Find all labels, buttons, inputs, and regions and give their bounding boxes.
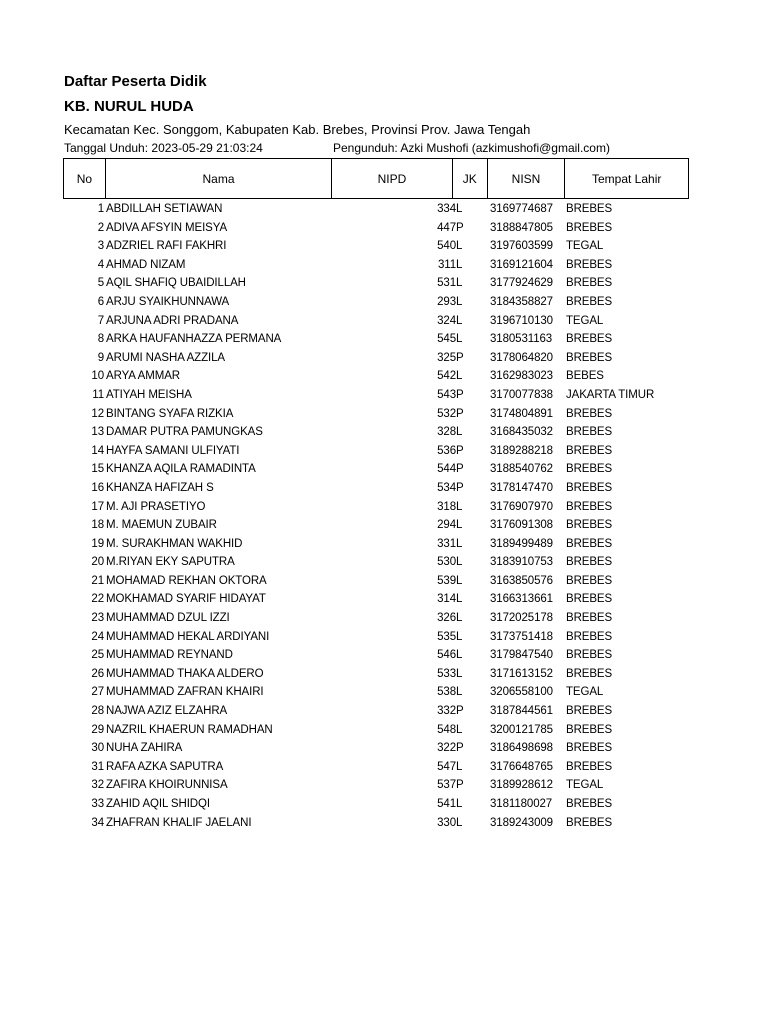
table-row (0, 795, 768, 814)
student-birthplace: BREBES (566, 500, 613, 513)
student-name: M. MAEMUN ZUBAIR (106, 519, 217, 532)
student-gender: L (456, 370, 463, 383)
student-birthplace: BREBES (566, 351, 613, 364)
row-number: 14 (91, 444, 104, 457)
student-nisn: 3162983023 (490, 370, 553, 383)
table-row (0, 572, 768, 591)
student-birthplace: BREBES (566, 221, 613, 234)
table-row (0, 628, 768, 647)
row-number: 19 (91, 537, 104, 550)
student-name: MUHAMMAD HEKAL ARDIYANI (106, 630, 270, 643)
table-row (0, 776, 768, 795)
student-nisn: 3166313661 (490, 593, 553, 606)
row-number: 8 (97, 333, 104, 346)
student-birthplace: BREBES (566, 705, 613, 718)
student-birthplace: BREBES (566, 481, 613, 494)
student-nipd: 294 (437, 519, 456, 532)
row-number: 20 (91, 556, 104, 569)
student-birthplace: TEGAL (566, 779, 604, 792)
student-birthplace: BREBES (566, 593, 613, 606)
student-nisn: 3171613152 (490, 667, 553, 680)
downloader-info: Pengunduh: Azki Mushofi (azkimushofi@gmail.com) (333, 141, 610, 155)
student-gender: L (456, 277, 463, 290)
student-nipd: 331 (437, 537, 456, 550)
student-name: MUHAMMAD REYNAND (106, 649, 233, 662)
student-nisn: 3189243009 (490, 816, 553, 829)
table-row (0, 423, 768, 442)
table-row (0, 646, 768, 665)
student-birthplace: JAKARTA TIMUR (566, 388, 655, 401)
student-nipd: 543 (437, 388, 456, 401)
table-row (0, 274, 768, 293)
table-row (0, 237, 768, 256)
student-name: HAYFA SAMANI ULFIYATI (106, 444, 240, 457)
student-nisn: 3178064820 (490, 351, 553, 364)
student-name: ZHAFRAN KHALIF JAELANI (106, 816, 252, 829)
student-name: RAFA AZKA SAPUTRA (106, 760, 224, 773)
student-gender: L (456, 500, 463, 513)
student-nipd: 531 (437, 277, 456, 290)
student-gender: L (456, 723, 463, 736)
student-gender: P (456, 481, 464, 494)
row-number: 10 (91, 370, 104, 383)
student-nisn: 3181180027 (490, 798, 553, 810)
student-nisn: 3189288218 (490, 444, 553, 457)
student-name: MUHAMMAD DZUL IZZI (106, 612, 230, 625)
student-nipd: 548 (437, 723, 456, 736)
student-birthplace: BREBES (566, 574, 613, 587)
student-gender: P (456, 463, 464, 476)
document-title: Daftar Peserta Didik (64, 73, 207, 90)
student-nipd: 535 (437, 630, 456, 643)
student-birthplace: BREBES (566, 444, 613, 457)
student-name: MOHAMAD REKHAN OKTORA (106, 574, 267, 587)
student-gender: L (456, 612, 463, 625)
student-nipd: 539 (437, 574, 456, 587)
row-number: 9 (97, 351, 104, 364)
student-gender: L (456, 649, 463, 662)
column-header-no: No (64, 159, 106, 198)
student-birthplace: BREBES (566, 203, 613, 215)
student-nisn: 3172025178 (490, 612, 553, 625)
student-nipd: 330 (437, 816, 456, 829)
student-name: BINTANG SYAFA RIZKIA (106, 407, 234, 420)
student-nisn: 3170077838 (490, 388, 553, 401)
student-nisn: 3189928612 (490, 779, 553, 792)
table-row (0, 665, 768, 684)
row-number: 2 (97, 221, 104, 234)
row-number: 27 (91, 686, 104, 699)
student-name: M. SURAKHMAN WAKHID (106, 537, 243, 550)
student-nipd: 537 (437, 779, 456, 792)
student-nisn: 3188540762 (490, 463, 553, 476)
student-gender: L (456, 556, 463, 569)
student-gender: P (456, 407, 464, 420)
student-nisn: 3169121604 (490, 258, 553, 271)
student-name: NUHA ZAHIRA (106, 742, 183, 755)
student-nipd: 538 (437, 686, 456, 699)
row-number: 32 (91, 779, 104, 792)
row-number: 15 (91, 463, 104, 476)
student-nipd: 324 (437, 314, 456, 327)
row-number: 30 (91, 742, 104, 755)
student-gender: P (456, 221, 464, 234)
student-gender: L (456, 333, 463, 346)
table-row (0, 609, 768, 628)
student-birthplace: BREBES (566, 258, 613, 271)
student-birthplace: TEGAL (566, 686, 604, 699)
student-nipd: 447 (437, 221, 456, 234)
student-birthplace: BREBES (566, 667, 613, 680)
student-gender: L (456, 203, 463, 215)
student-nipd: 326 (437, 612, 456, 625)
row-number: 13 (91, 426, 104, 439)
student-nisn: 3180531163 (490, 333, 553, 346)
row-number: 16 (91, 481, 104, 494)
row-number: 7 (97, 314, 104, 327)
row-number: 33 (91, 798, 104, 810)
table-row (0, 219, 768, 238)
student-birthplace: BREBES (566, 295, 613, 308)
row-number: 24 (91, 630, 104, 643)
student-name: ZAFIRA KHOIRUNNISA (106, 779, 228, 792)
table-row (0, 721, 768, 740)
row-number: 31 (91, 760, 104, 773)
table-header (63, 158, 689, 199)
row-number: 26 (91, 667, 104, 680)
student-name: ADIVA AFSYIN MEISYA (106, 221, 228, 234)
student-nipd: 328 (437, 426, 456, 439)
student-birthplace: BREBES (566, 816, 613, 829)
row-number: 5 (97, 277, 104, 290)
student-birthplace: BREBES (566, 556, 613, 569)
student-gender: P (456, 444, 464, 457)
row-number: 21 (91, 574, 104, 587)
student-name: M.RIYAN EKY SAPUTRA (106, 556, 235, 569)
table-row (0, 293, 768, 312)
student-name: ARKA HAUFANHAZZA PERMANA (106, 333, 282, 346)
table-row (0, 683, 768, 702)
student-nipd: 545 (437, 333, 456, 346)
student-name: KHANZA HAFIZAH S (106, 481, 214, 494)
student-birthplace: BREBES (566, 742, 613, 755)
row-number: 29 (91, 723, 104, 736)
student-gender: L (456, 426, 463, 439)
student-nipd: 530 (437, 556, 456, 569)
student-birthplace: BREBES (566, 630, 613, 643)
student-nisn: 3178147470 (490, 481, 553, 494)
student-nisn: 3176907970 (490, 500, 553, 513)
student-nipd: 540 (437, 240, 456, 253)
student-nisn: 3177924629 (490, 277, 553, 290)
student-nisn: 3174804891 (490, 407, 553, 420)
table-row (0, 498, 768, 517)
table-row (0, 479, 768, 498)
column-header-nipd: NIPD (332, 159, 453, 198)
student-nisn: 3200121785 (490, 723, 553, 736)
student-nisn: 3189499489 (490, 537, 553, 550)
student-birthplace: BREBES (566, 760, 613, 773)
student-birthplace: TEGAL (566, 314, 604, 327)
student-name: ATIYAH MEISHA (106, 388, 192, 401)
student-gender: P (456, 705, 464, 718)
student-nipd: 544 (437, 463, 456, 476)
student-nipd: 536 (437, 444, 456, 457)
student-name: DAMAR PUTRA PAMUNGKAS (106, 426, 263, 439)
student-gender: P (456, 388, 464, 401)
student-nisn: 3176648765 (490, 760, 553, 773)
row-number: 3 (97, 240, 104, 253)
student-nisn: 3188847805 (490, 221, 553, 234)
row-number: 1 (97, 203, 104, 215)
table-row (0, 442, 768, 461)
student-nipd: 546 (437, 649, 456, 662)
student-birthplace: BREBES (566, 463, 613, 476)
student-birthplace: BREBES (566, 277, 613, 290)
student-name: ABDILLAH SETIAWAN (106, 203, 223, 215)
row-number: 25 (91, 649, 104, 662)
location-line: Kecamatan Kec. Songgom, Kabupaten Kab. Brebes, Provinsi Prov. Jawa Tengah (64, 122, 531, 137)
student-name: ADZRIEL RAFI FAKHRI (106, 240, 227, 253)
student-name: ARUMI NASHA AZZILA (106, 351, 225, 364)
student-nipd: 325 (437, 351, 456, 364)
table-row (0, 386, 768, 405)
row-number: 4 (97, 258, 104, 271)
student-nisn: 3173751418 (490, 630, 553, 643)
student-gender: P (456, 779, 464, 792)
column-header-tempat-lahir: Tempat Lahir (592, 171, 662, 186)
student-nipd: 334 (437, 203, 456, 215)
table-row (0, 349, 768, 368)
row-number: 34 (91, 816, 104, 829)
student-nisn: 3206558100 (490, 686, 553, 699)
student-nisn: 3184358827 (490, 295, 553, 308)
student-name: NAZRIL KHAERUN RAMADHAN (106, 723, 273, 736)
student-birthplace: BREBES (566, 723, 613, 736)
student-birthplace: BREBES (566, 519, 613, 532)
student-nipd: 533 (437, 667, 456, 680)
student-nipd: 534 (437, 481, 456, 494)
student-nipd: 318 (437, 500, 456, 513)
table-row (0, 367, 768, 386)
row-number: 17 (91, 500, 104, 513)
student-nipd: 314 (437, 593, 456, 606)
table-row (0, 814, 768, 833)
student-birthplace: BREBES (566, 537, 613, 550)
student-nisn: 3187844561 (490, 705, 553, 718)
row-number: 11 (92, 388, 104, 401)
student-name: ARYA AMMAR (106, 370, 180, 383)
student-name: MUHAMMAD ZAFRAN KHAIRI (106, 686, 264, 699)
table-row (0, 553, 768, 572)
student-nipd: 532 (437, 407, 456, 420)
student-gender: L (456, 686, 463, 699)
student-nisn: 3176091308 (490, 519, 553, 532)
student-name: AQIL SHAFIQ UBAIDILLAH (106, 277, 246, 290)
student-gender: P (456, 742, 464, 755)
student-birthplace: BREBES (566, 612, 613, 625)
student-name: KHANZA AQILA RAMADINTA (106, 463, 256, 476)
table-row (0, 312, 768, 331)
student-gender: P (456, 351, 464, 364)
student-birthplace: BREBES (566, 333, 613, 346)
table-row (0, 200, 768, 219)
student-name: MUHAMMAD THAKA ALDERO (106, 667, 264, 680)
student-birthplace: BREBES (566, 649, 613, 662)
row-number: 6 (97, 295, 104, 308)
student-nisn: 3183910753 (490, 556, 553, 569)
student-nipd: 293 (437, 295, 456, 308)
student-name: ZAHID AQIL SHIDQI (106, 798, 210, 810)
student-name: MOKHAMAD SYARIF HIDAYAT (106, 593, 266, 606)
table-body (0, 200, 768, 832)
student-gender: L (456, 314, 463, 327)
student-nipd: 311 (437, 258, 456, 271)
student-birthplace: TEGAL (566, 240, 604, 253)
student-nipd: 541 (437, 798, 456, 810)
student-gender: L (456, 258, 463, 271)
table-row (0, 330, 768, 349)
student-gender: L (456, 537, 463, 550)
student-gender: L (456, 630, 463, 643)
student-nisn: 3169774687 (490, 203, 553, 215)
row-number: 22 (91, 593, 104, 606)
table-row (0, 460, 768, 479)
table-row (0, 405, 768, 424)
row-number: 23 (91, 612, 104, 625)
student-nisn: 3197603599 (490, 240, 553, 253)
student-gender: L (456, 240, 463, 253)
row-number: 18 (91, 519, 104, 532)
table-row (0, 256, 768, 275)
student-gender: L (456, 798, 463, 810)
column-header-jk: JK (453, 159, 488, 198)
student-nipd: 542 (437, 370, 456, 383)
student-nisn: 3196710130 (490, 314, 553, 327)
student-birthplace: BREBES (566, 426, 613, 439)
table-row (0, 702, 768, 721)
student-nipd: 322 (437, 742, 456, 755)
table-row (0, 535, 768, 554)
table-row (0, 590, 768, 609)
student-gender: L (456, 760, 463, 773)
student-name: AHMAD NIZAM (106, 258, 186, 271)
school-name: KB. NURUL HUDA (64, 98, 194, 115)
student-nipd: 547 (437, 760, 456, 773)
student-name: M. AJI PRASETIYO (106, 500, 206, 513)
student-gender: L (456, 519, 463, 532)
row-number: 12 (91, 407, 104, 420)
student-name: NAJWA AZIZ ELZAHRA (106, 705, 228, 718)
column-header-nama: Nama (106, 159, 332, 198)
column-header-nisn: NISN (488, 159, 566, 198)
student-gender: L (456, 593, 463, 606)
student-birthplace: BREBES (566, 798, 613, 810)
student-name: ARJUNA ADRI PRADANA (106, 314, 239, 327)
student-birthplace: BEBES (566, 370, 604, 383)
table-row (0, 739, 768, 758)
student-nisn: 3179847540 (490, 649, 553, 662)
table-row (0, 758, 768, 777)
student-nisn: 3163850576 (490, 574, 553, 587)
student-name: ARJU SYAIKHUNNAWA (106, 295, 230, 308)
student-birthplace: BREBES (566, 407, 613, 420)
download-date: Tanggal Unduh: 2023-05-29 21:03:24 (64, 141, 263, 155)
student-gender: L (456, 295, 463, 308)
student-gender: L (456, 816, 463, 829)
student-gender: L (456, 667, 463, 680)
student-nisn: 3186498698 (490, 742, 553, 755)
table-row (0, 516, 768, 535)
student-gender: L (456, 574, 463, 587)
row-number: 28 (91, 705, 104, 718)
student-nipd: 332 (437, 705, 456, 718)
student-nisn: 3168435032 (490, 426, 553, 439)
